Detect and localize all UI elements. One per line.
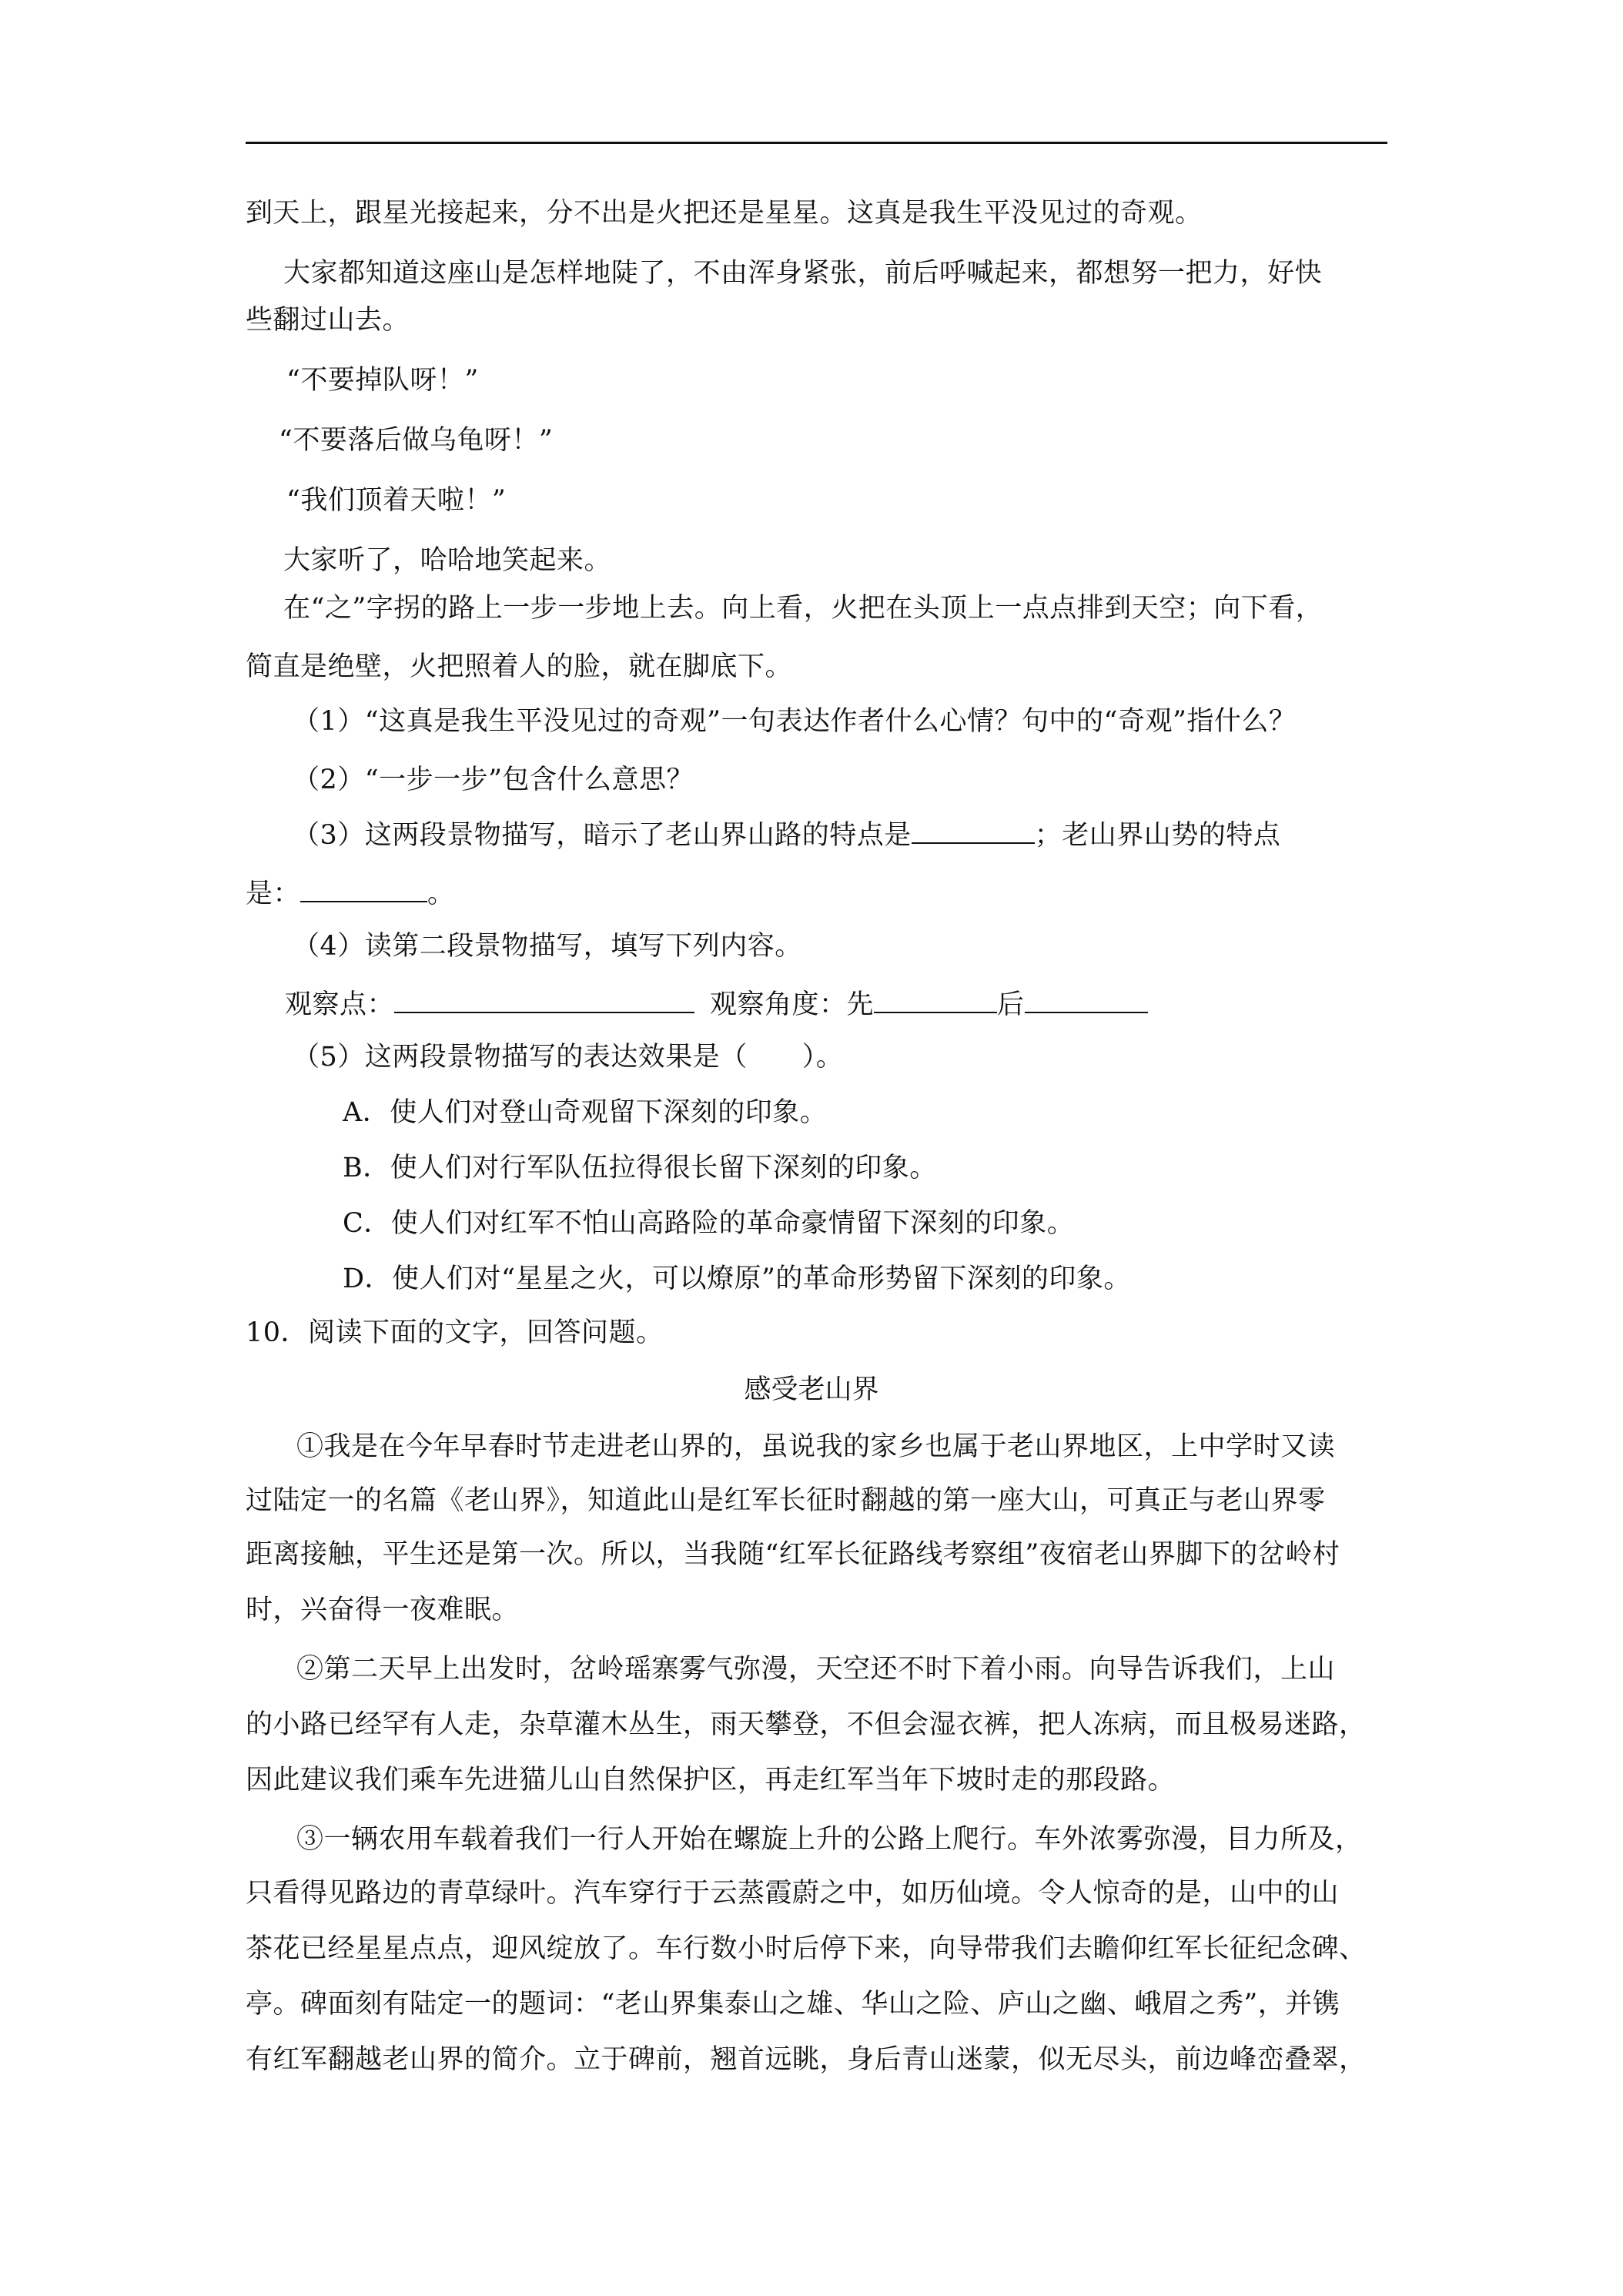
question-9-4: （4）读第二段景物描写，填写下列内容。 bbox=[293, 931, 802, 962]
article-line: ②第二天早上出发时，岔岭瑶寨雾气弥漫，天空还不时下着小雨。向导告诉我们，上山 bbox=[296, 1654, 1336, 1685]
article-line: 只看得见路边的青草绿叶。汽车穿行于云蒸霞蔚之中，如历仙境。令人惊奇的是，山中的山 bbox=[246, 1878, 1340, 1909]
answer-blank[interactable] bbox=[1025, 986, 1148, 1013]
question-9-2: （2）“一步一步”包含什么意思？ bbox=[293, 765, 694, 795]
dialogue-quote: “我们顶着天啦！” bbox=[286, 485, 507, 516]
option-a[interactable]: A．使人们对登山奇观留下深刻的印象。 bbox=[343, 1097, 828, 1128]
passage-line: 到天上，跟星光接起来，分不出是火把还是星星。这真是我生平没见过的奇观。 bbox=[246, 198, 1203, 229]
article-line: 时，兴奋得一夜难眠。 bbox=[246, 1595, 520, 1625]
question-10-stem: 10．阅读下面的文字，回答问题。 bbox=[246, 1317, 664, 1348]
article-line: 亭。碑面刻有陆定一的题词：“老山界集泰山之雄、华山之险、庐山之幽、峨眉之秀”，并镌 bbox=[246, 1989, 1340, 2020]
question-text: （3）这两段景物描写，暗示了老山界山路的特点是 bbox=[293, 820, 912, 851]
question-text: ；老山界山势的特点 bbox=[1034, 820, 1281, 851]
option-c[interactable]: C．使人们对红军不怕山高路险的革命豪情留下深刻的印象。 bbox=[343, 1208, 1075, 1239]
header-rule bbox=[246, 142, 1387, 144]
question-text: 观察角度：先 bbox=[710, 989, 875, 1020]
question-text: 。 bbox=[427, 879, 455, 909]
article-line: 因此建议我们乘车先进猫儿山自然保护区，再走红军当年下坡时走的那段路。 bbox=[246, 1765, 1176, 1796]
passage-line: 大家都知道这座山是怎样地陡了，不由浑身紧张，前后呼喊起来，都想努一把力，好快 bbox=[283, 258, 1323, 289]
article-line: 距离接触，平生还是第一次。所以，当我随“红军长征路线考察组”夜宿老山界脚下的岔岭村 bbox=[246, 1539, 1340, 1570]
answer-blank[interactable] bbox=[300, 875, 427, 902]
passage-line: 在“之”字拐的路上一步一步地上去。向上看，火把在头顶上一点点排到天空；向下看， bbox=[283, 593, 1323, 624]
passage-line: 简直是绝壁，火把照着人的脸，就在脚底下。 bbox=[246, 651, 793, 682]
question-9-5: （5）这两段景物描写的表达效果是（ ）。 bbox=[293, 1042, 844, 1073]
question-9-4-fill bbox=[285, 986, 1148, 1022]
passage-line: 大家听了，哈哈地笑起来。 bbox=[283, 545, 612, 576]
article-line: 茶花已经星星点点，迎风绽放了。车行数小时后停下来，向导带我们去瞻仰红军长征纪念碑、 bbox=[246, 1933, 1367, 1964]
option-b[interactable]: B．使人们对行军队伍拉得很长留下深刻的印象。 bbox=[343, 1153, 937, 1183]
article-line: 的小路已经罕有人走，杂草灌木丛生，雨天攀登，不但会湿衣裤，把人冻病，而且极易迷路， bbox=[246, 1709, 1367, 1740]
question-9-1: （1）“这真是我生平没见过的奇观”一句表达作者什么心情？句中的“奇观”指什么？ bbox=[293, 706, 1297, 737]
answer-blank[interactable] bbox=[394, 986, 694, 1013]
article-line: ③一辆农用车载着我们一行人开始在螺旋上升的公路上爬行。车外浓雾弥漫，目力所及， bbox=[296, 1824, 1363, 1855]
passage-line: 些翻过山去。 bbox=[246, 305, 410, 336]
option-d[interactable]: D．使人们对“星星之火，可以燎原”的革命形势留下深刻的印象。 bbox=[343, 1263, 1131, 1294]
article-line: 过陆定一的名篇《老山界》，知道此山是红军长征时翻越的第一座大山，可真正与老山界零 bbox=[246, 1485, 1326, 1516]
question-text: 后 bbox=[997, 989, 1025, 1020]
question-9-3 bbox=[293, 816, 1280, 853]
article-line: ①我是在今年早春时节走进老山界的，虽说我的家乡也属于老山界地区，上中学时又读 bbox=[296, 1431, 1336, 1462]
article-line: 有红军翻越老山界的简介。立于碑前，翘首远眺，身后青山迷蒙，似无尽头，前边峰峦叠翠， bbox=[246, 2044, 1367, 2075]
dialogue-quote: “不要掉队呀！” bbox=[286, 365, 479, 396]
question-text: 是： bbox=[246, 879, 301, 909]
answer-blank[interactable] bbox=[874, 986, 997, 1013]
question-9-3-cont bbox=[246, 875, 455, 912]
dialogue-quote: “不要落后做乌龟呀！” bbox=[279, 425, 554, 456]
question-text: 观察点： bbox=[285, 989, 395, 1020]
answer-blank[interactable] bbox=[912, 816, 1035, 844]
article-title: 感受老山界 bbox=[744, 1374, 879, 1405]
